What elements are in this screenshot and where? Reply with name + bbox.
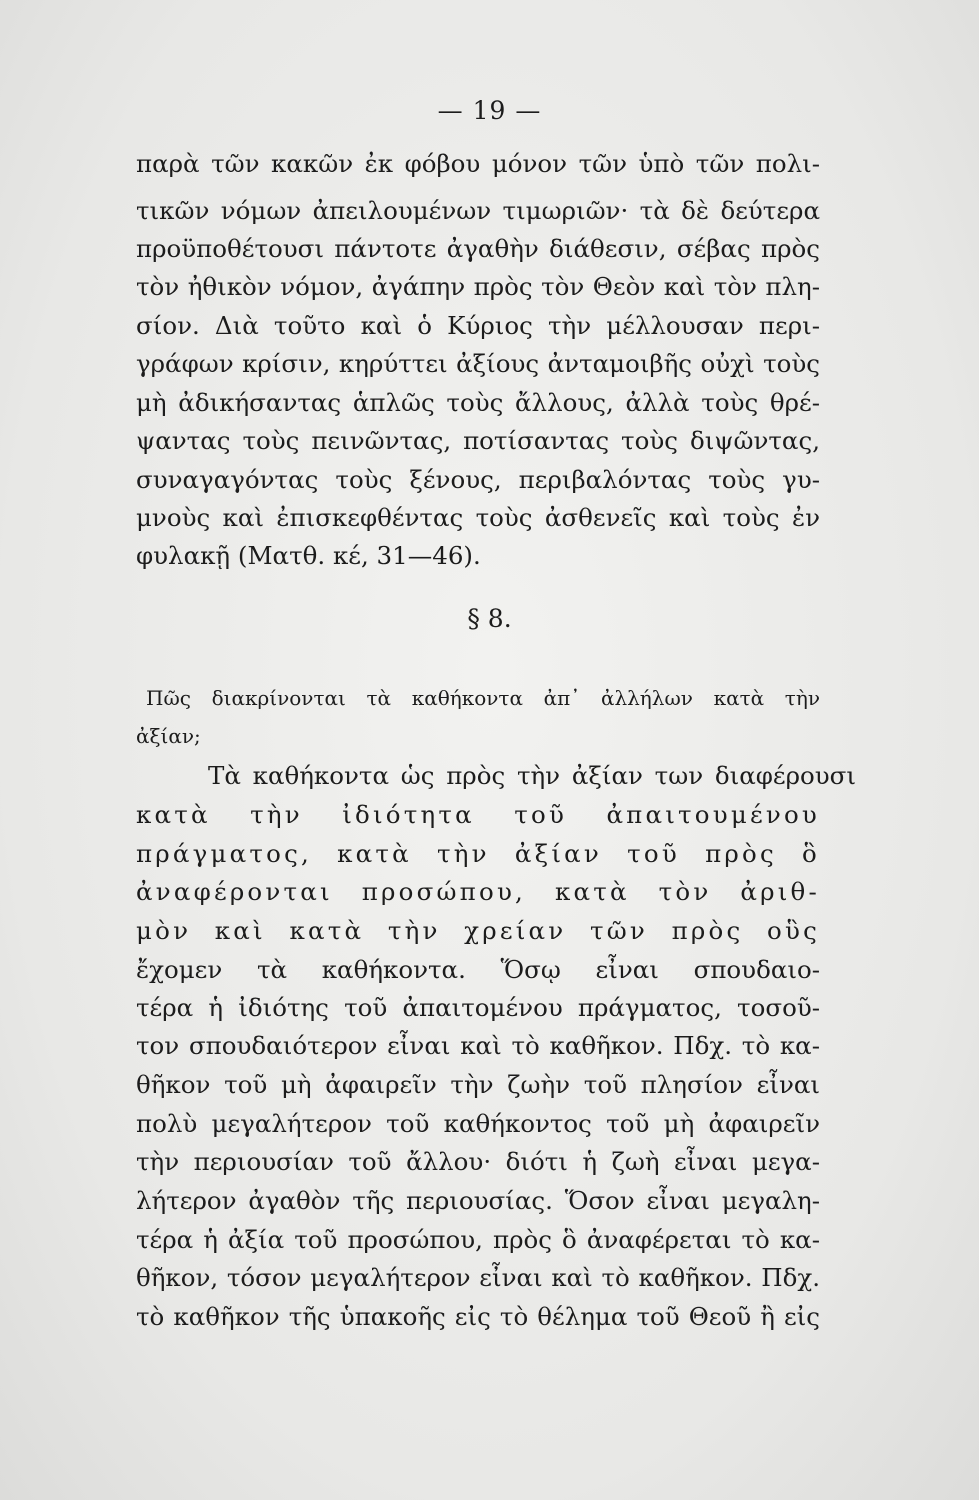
- text-line: παρὰ τῶν κακῶν ἐκ φόβου μόνον τῶν ὑπὸ τῶν πολι-: [136, 149, 820, 178]
- section-question: ἀξίαν;: [136, 724, 201, 748]
- text-line: τέρα ἡ ἰδιότης τοῦ ἀπαιτομένου πράγματος, τοσοῦ-: [136, 993, 820, 1022]
- text-line: φυλακῇ (Ματθ. κέ, 31—46).: [136, 541, 481, 570]
- text-line: τὸ καθῆκον τῆς ὑπακοῆς εἰς τὸ θέλημα τοῦ Θεοῦ ἢ εἰς: [136, 1302, 820, 1331]
- text-line: τικῶν νόμων ἀπειλουμένων τιμωριῶν· τὰ δὲ δεύτερα: [136, 196, 820, 225]
- text-line: κατὰ τὴν ἰδιότητα τοῦ ἀπαιτουμένου: [136, 800, 820, 829]
- text-line: συναγαγόντας τοὺς ξένους, περιβαλόντας τοὺς γυ-: [136, 465, 820, 494]
- text-line: προϋποθέτουσι πάντοτε ἀγαθὴν διάθεσιν, σέβας πρὸς: [136, 234, 820, 263]
- section-heading: § 8.: [467, 604, 512, 633]
- text-line: μνοὺς καὶ ἐπισκεφθέντας τοὺς ἀσθενεῖς καὶ τοὺς ἐν: [136, 503, 820, 532]
- text-line: λήτερον ἀγαθὸν τῆς περιουσίας. Ὅσον εἶναι μεγαλη-: [136, 1186, 820, 1215]
- text-line: σίον. Διὰ τοῦτο καὶ ὁ Κύριος τὴν μέλλουσαν περι-: [136, 311, 820, 340]
- section-question: Πῶς διακρίνονται τὰ καθήκοντα ἀπ᾽ ἀλλήλων κατὰ τὴν: [146, 686, 820, 710]
- text-line: ἔχομεν τὰ καθήκοντα. Ὅσῳ εἶναι σπουδαιο-: [136, 955, 820, 984]
- page-number: — 19 —: [437, 96, 542, 125]
- text-line: μὸν καὶ κατὰ τὴν χρείαν τῶν πρὸς οὓς: [136, 916, 820, 945]
- text-line: πολὺ μεγαλήτερον τοῦ καθήκοντος τοῦ μὴ ἀφαιρεῖν: [136, 1109, 820, 1138]
- text-line: ψαντας τοὺς πεινῶντας, ποτίσαντας τοὺς διψῶντας,: [136, 426, 820, 455]
- text-line: θῆκον, τόσον μεγαλήτερον εἶναι καὶ τὸ καθῆκον. Πδχ.: [136, 1263, 820, 1292]
- text-line: πράγματος, κατὰ τὴν ἀξίαν τοῦ πρὸς ὃ: [136, 839, 820, 868]
- text-line: τὴν περιουσίαν τοῦ ἄλλου· διότι ἡ ζωὴ εἶναι μεγα-: [136, 1147, 820, 1176]
- text-line: τὸν ἠθικὸν νόμον, ἀγάπην πρὸς τὸν Θεὸν καὶ τὸν πλη-: [136, 272, 820, 301]
- text-line: γράφων κρίσιν, κηρύττει ἀξίους ἀνταμοιβῆς οὐχὶ τοὺς: [136, 349, 820, 378]
- text-line: ἀναφέρονται προσώπου, κατὰ τὸν ἀριθ-: [136, 877, 820, 906]
- text-line: τέρα ἡ ἀξία τοῦ προσώπου, πρὸς ὃ ἀναφέρεται τὸ κα-: [136, 1225, 820, 1254]
- text-line: τον σπουδαιότερον εἶναι καὶ τὸ καθῆκον. Πδχ. τὸ κα-: [136, 1031, 820, 1060]
- text-line: θῆκον τοῦ μὴ ἀφαιρεῖν τὴν ζωὴν τοῦ πλησίον εἶναι: [136, 1070, 820, 1099]
- text-line: μὴ ἀδικήσαντας ἁπλῶς τοὺς ἄλλους, ἀλλὰ τοὺς θρέ-: [136, 388, 820, 417]
- text-line: Τὰ καθήκοντα ὡς πρὸς τὴν ἀξίαν των διαφέρουσι: [208, 761, 856, 790]
